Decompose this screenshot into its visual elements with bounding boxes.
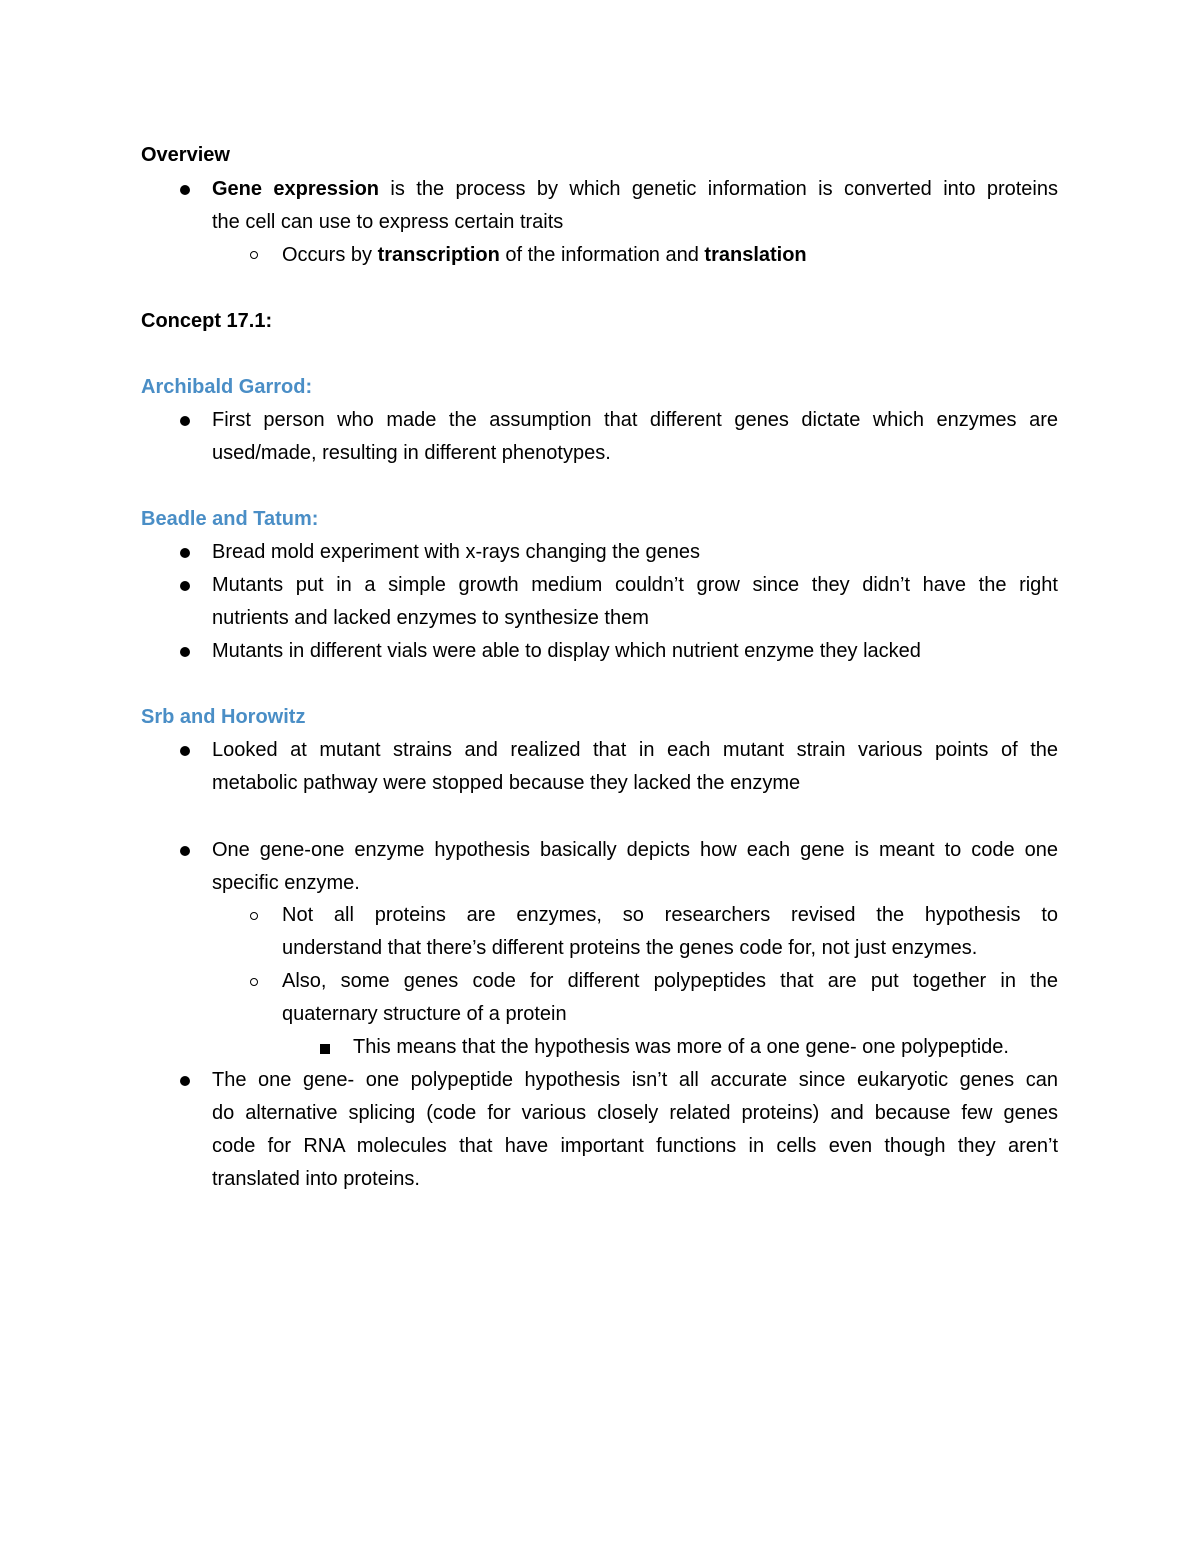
bullet-icon bbox=[180, 416, 190, 426]
bullet-icon bbox=[180, 581, 190, 591]
bullet-icon bbox=[180, 746, 190, 756]
polypeptide-line-4: translated into proteins. bbox=[212, 1168, 420, 1190]
square-bullet-icon bbox=[320, 1044, 330, 1054]
transcription-term: transcription bbox=[377, 244, 500, 266]
polypeptide-line-3: code for RNA molecules that have important functions in cells even though they aren’t bbox=[212, 1135, 1058, 1157]
sub-1-line-2: understand that there’s different proteins the genes code for, not just enzymes. bbox=[282, 937, 978, 959]
beadle-bullet-2-line-1: Mutants put in a simple growth medium couldn’t grow since they didn’t have the right bbox=[212, 574, 1058, 596]
beadle-heading: Beadle and Tatum: bbox=[141, 508, 319, 530]
polypeptide-line-2: do alternative splicing (code for various closely related proteins) and because few genes bbox=[212, 1102, 1058, 1124]
hollow-bullet-icon bbox=[250, 978, 258, 986]
sub-sub-line: This means that the hypothesis was more of a one gene- one polypeptide. bbox=[353, 1036, 1009, 1058]
bullet-icon bbox=[180, 185, 190, 195]
bullet-icon bbox=[180, 846, 190, 856]
bullet-icon bbox=[180, 1076, 190, 1086]
beadle-bullet-3: Mutants in different vials were able to display which nutrient enzyme they lacked bbox=[212, 640, 921, 662]
srb-heading: Srb and Horowitz bbox=[141, 706, 306, 728]
translation-term: translation bbox=[704, 244, 807, 266]
beadle-bullet-1: Bread mold experiment with x-rays changing the genes bbox=[212, 541, 701, 563]
garrod-heading: Archibald Garrod: bbox=[141, 376, 313, 398]
occurs-line bbox=[282, 239, 807, 272]
hollow-bullet-icon bbox=[250, 912, 258, 920]
bullet-icon bbox=[180, 647, 190, 657]
garrod-line-1: First person who made the assumption that different genes dictate which enzymes are bbox=[212, 409, 1058, 431]
sub-1-line-1: Not all proteins are enzymes, so researchers revised the hypothesis to bbox=[282, 904, 1058, 926]
gene-expression-term: Gene expression bbox=[212, 178, 380, 200]
one-gene-line-1: One gene-one enzyme hypothesis basically depicts how each gene is meant to code one bbox=[212, 839, 1058, 861]
occurs-text-2: of the information and bbox=[499, 244, 705, 266]
srb-line-2: metabolic pathway were stopped because they lacked the enzyme bbox=[212, 772, 801, 794]
sub-2-line-1: Also, some genes code for different polypeptides that are put together in the bbox=[282, 970, 1058, 992]
occurs-text-1: Occurs by bbox=[282, 244, 378, 266]
sub-2-line-2: quaternary structure of a protein bbox=[282, 1003, 567, 1025]
gene-expression-line-2: the cell can use to express certain traits bbox=[212, 211, 564, 233]
one-gene-line-2: specific enzyme. bbox=[212, 872, 360, 894]
overview-heading: Overview bbox=[141, 144, 230, 166]
garrod-line-2: used/made, resulting in different phenotypes. bbox=[212, 442, 611, 464]
gene-expression-text: is the process by which genetic information is converted into proteins bbox=[379, 178, 1058, 200]
srb-line-1: Looked at mutant strains and realized that in each mutant strain various points of the bbox=[212, 739, 1058, 761]
hollow-bullet-icon bbox=[250, 251, 258, 259]
bullet-icon bbox=[180, 548, 190, 558]
polypeptide-line-1: The one gene- one polypeptide hypothesis isn’t all accurate since eukaryotic genes can bbox=[212, 1069, 1058, 1091]
beadle-bullet-2-line-2: nutrients and lacked enzymes to synthesize them bbox=[212, 607, 649, 629]
gene-expression-line-1 bbox=[212, 173, 1058, 206]
concept-heading: Concept 17.1: bbox=[141, 310, 273, 332]
